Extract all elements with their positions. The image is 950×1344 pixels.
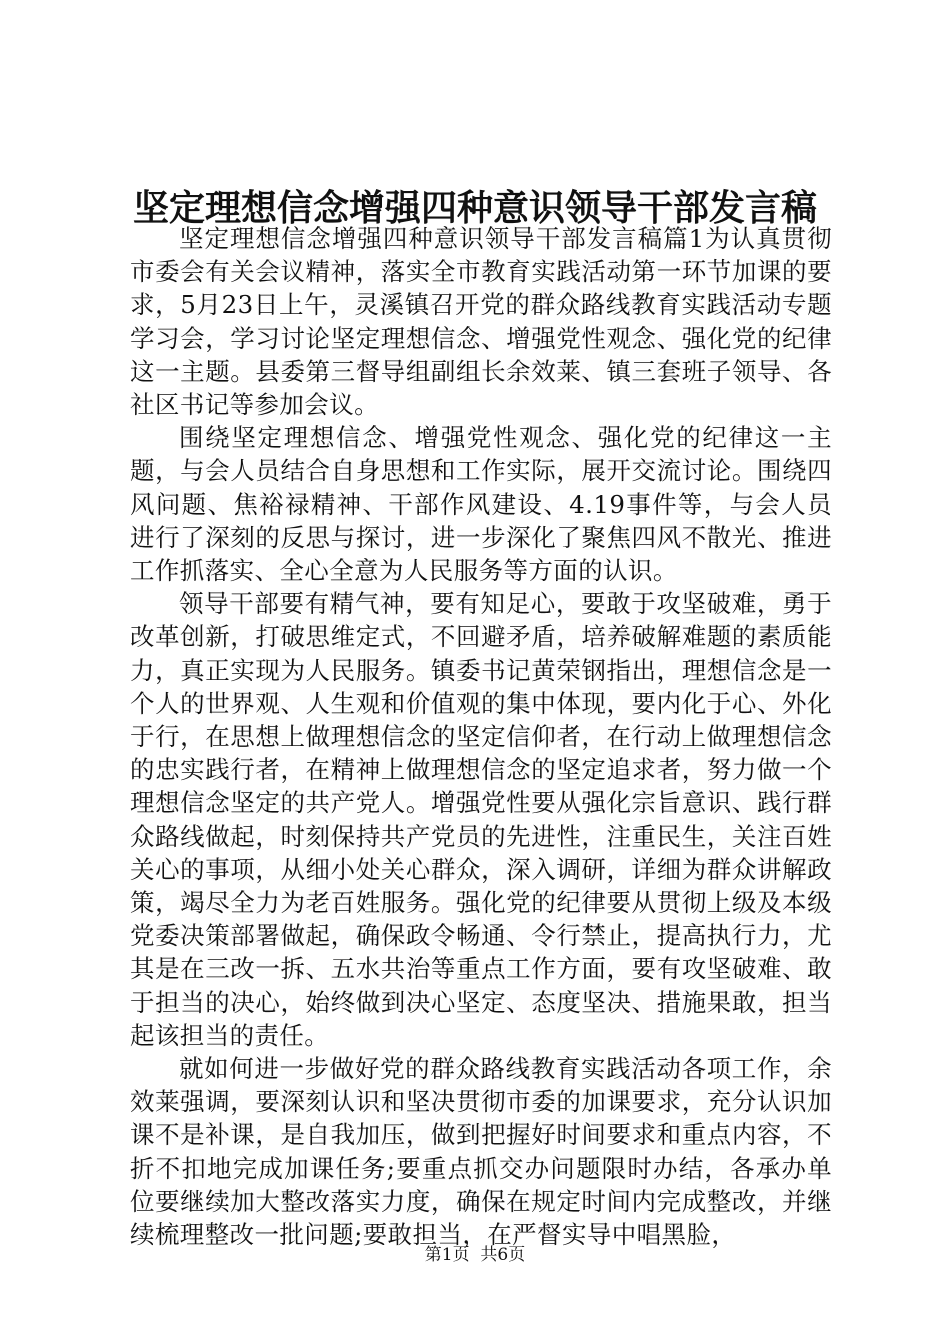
paragraph-3: 领导干部要有精气神，要有知足心，要敢于攻坚破难，勇于改革创新，打破思维定式，不回避矛盾，培养破解难题的素质能力，真正实现为人民服务。镇委书记黄荣钢指出，理想信念是一个人的世界观、人生观和价值观的集中体现，要内化于心、外化于行，在思想上做理想信念的坚定信仰者，在行动上做理想信念的忠实践行者，在精神上做理想信念的坚定追求者，努力做一个理想信念坚定的共产党人。增强党性要从强化宗旨意识、践行群众路线做起，时刻保持共产党员的先进性，注重民生，关注百姓关心的事项，从细小处关心群众，深入调研，详细为群众讲解政策，竭尽全力为老百姓服务。强化党的纪律要从贯彻上级及本级党委决策部署做起，确保政令畅通、令行禁止，提高执行力，尤其是在三改一拆、五水共治等重点工作方面，要有攻坚破难、敢于担当的决心，始终做到决心坚定、态度坚决、措施果敢，担当起该担当的责任。 — [130, 589, 832, 1050]
page-footer — [0, 1244, 950, 1266]
paragraph-4: 就如何进一步做好党的群众路线教育实践活动各项工作，余效莱强调，要深刻认识和坚决贯彻市委的加课要求，充分认识加课不是补课，是自我加压，做到把握好时间要求和重点内容，不折不扣地完成加课任务;要重点抓交办问题限时办结，各承办单位要继续加大整改落实力度，确保在规定时间内完成整改，并继续梳理整改一批问题;要敢担当，在严督实导中唱黑脸， — [130, 1054, 832, 1250]
page-number: 第1页 — [424, 1245, 470, 1265]
footer-spacer — [470, 1245, 481, 1265]
page-total: 共6页 — [480, 1245, 526, 1265]
document-title: 坚定理想信念增强四种意识领导干部发言稿 — [132, 187, 817, 229]
paragraph-2: 围绕坚定理想信念、增强党性观念、强化党的纪律这一主题，与会人员结合自身思想和工作实际，展开交流讨论。围绕四风问题、焦裕禄精神、干部作风建设、4.19事件等，与会人员进行了深刻的反思与探讨，进一步深化了聚焦四风不散光、推进工作抓落实、全心全意为人民服务等方面的认识。 — [130, 423, 832, 586]
document-body — [130, 222, 832, 1251]
paragraph-1: 坚定理想信念增强四种意识领导干部发言稿篇1为认真贯彻市委会有关会议精神，落实全市教育实践活动第一环节加课的要求，5月23日上午，灵溪镇召开党的群众路线教育实践活动专题学习会，学习讨论坚定理想信念、增强党性观念、强化党的纪律这一主题。县委第三督导组副组长余效莱、镇三套班子领导、各社区书记等参加会议。 — [130, 224, 832, 420]
